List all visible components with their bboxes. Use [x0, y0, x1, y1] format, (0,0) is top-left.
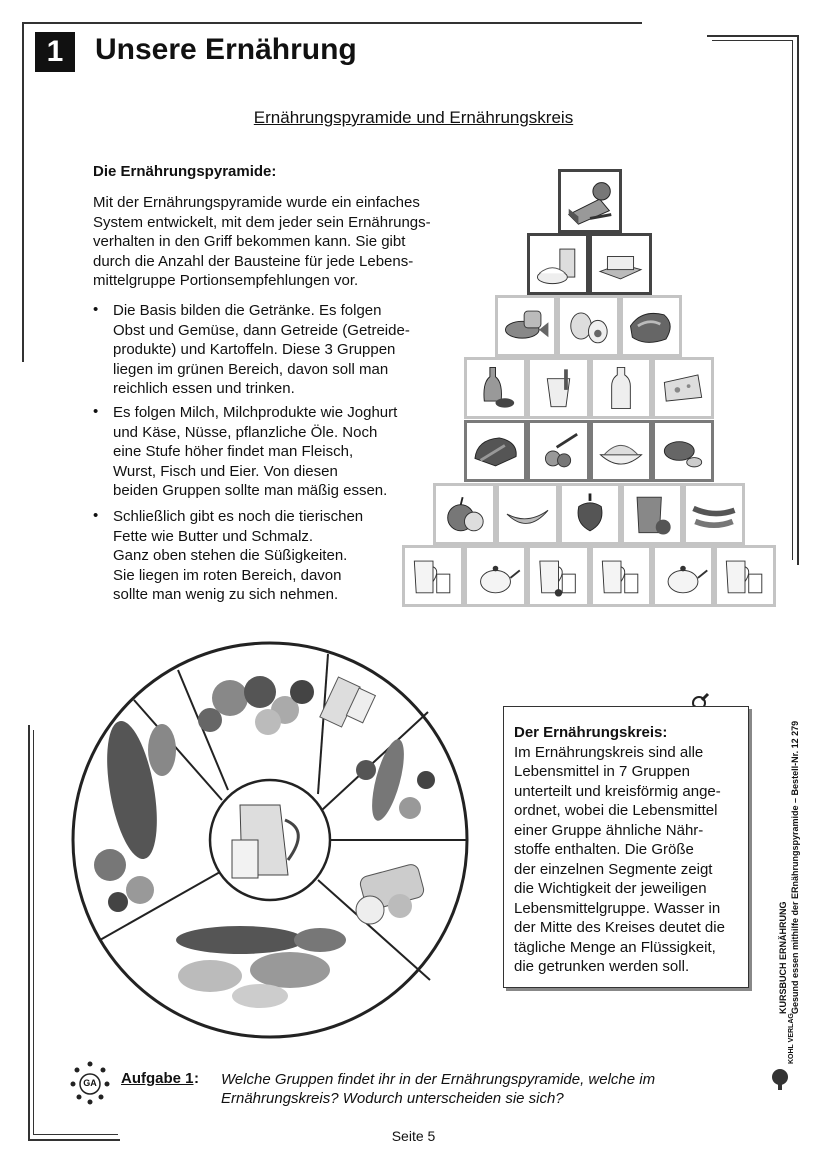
- bullet-item-fats: [113, 507, 413, 605]
- info-line: stoffe enthalten. Die Größe: [514, 841, 694, 858]
- potato-icon: [652, 420, 714, 482]
- chapter-title: Unsere Ernährung: [95, 33, 357, 66]
- teapot-icon: [652, 545, 714, 607]
- circle-info-title: Der Ernährungskreis:: [514, 724, 668, 741]
- bullet-line: Obst und Gemüse, dann Getreide (Getreide-: [113, 321, 410, 339]
- publisher-name: KOHL VERLAG: [788, 1013, 795, 1064]
- page-number: Seite 5: [391, 1128, 436, 1144]
- bullet-line: Sie liegen im roten Bereich, davon: [113, 566, 342, 584]
- beans-icon: [683, 483, 745, 545]
- side-subtitle: Gesund essen mithilfe der ERnährungspyramide – Bestell-Nr. 12 279: [790, 720, 800, 1014]
- pyramid-intro: [93, 193, 463, 291]
- chapter-number: 1: [35, 32, 75, 72]
- info-line: ordnet, wobei die Lebensmittel: [514, 802, 718, 819]
- bullet-line: Wurst, Fisch und Eier. Von diesen: [113, 462, 338, 480]
- butter-icon: [589, 233, 652, 295]
- bullet-line: eine Stufe höher findet man Fleisch,: [113, 443, 354, 460]
- publisher-logo: [768, 1013, 798, 1092]
- bullet-line: Die Basis bilden die Getränke. Es folgen: [113, 302, 382, 319]
- milk-icon: [590, 357, 652, 419]
- circle-info-box: [503, 706, 749, 988]
- task-label: Aufgabe 1: [121, 1070, 194, 1087]
- intro-line: verhalten in den Griff bekommen kann. Sie gibt: [93, 233, 406, 250]
- cake-icon: [558, 169, 622, 233]
- bullet-line: liegen im grünen Bereich, davon soll man: [113, 360, 389, 378]
- bullet-line: reichlich essen und trinken.: [113, 380, 295, 397]
- frame-top-left-h: [22, 22, 642, 24]
- teapot-icon: [464, 545, 527, 607]
- bullet-line: Schließlich gibt es noch die tierischen: [113, 508, 364, 525]
- bullet-line: Fette wie Butter und Schmalz.: [113, 527, 314, 545]
- intro-line: durch die Anzahl der Bausteine für jede Lebens-: [93, 252, 414, 270]
- info-line: die Wichtigkeit der jeweiligen: [514, 880, 707, 897]
- task-line: Ernährungskreis? Wodurch unterscheiden sie sich?: [221, 1090, 564, 1107]
- frame-top-left-v: [22, 22, 24, 362]
- intro-line: System entwickelt, mit dem jeder sein Ernährungs-: [93, 213, 431, 231]
- pyramid-heading: Die Ernährungspyramide:: [93, 163, 277, 180]
- info-line: unterteilt und kreisförmig ange-: [514, 782, 721, 800]
- bullet-line: und Käse, Nüsse, pflanzliche Öle. Noch: [113, 423, 378, 441]
- oil-icon: [464, 357, 527, 419]
- juice-icon: [621, 483, 683, 545]
- bullet-line: sollte man wenig zu sich nehmen.: [113, 586, 339, 603]
- page-subtitle: Ernährungspyramide und Ernährungskreis: [253, 108, 574, 127]
- eggs-icon: [557, 295, 620, 357]
- rice-icon: [590, 420, 652, 482]
- frame-bottom-left-v2: [33, 730, 34, 1135]
- frame-top-right-h2: [712, 40, 792, 41]
- bullet-line: beiden Gruppen sollte man mäßig essen.: [113, 482, 388, 499]
- bullet-line: Es folgen Milch, Milchprodukte wie Joghurt: [113, 404, 398, 421]
- task-line: Welche Gruppen findet ihr in der Ernährungspyramide, welche im: [221, 1071, 656, 1088]
- side-title: KURSBUCH ERNÄHRUNG: [778, 901, 788, 1014]
- info-line: Lebensmittelgruppe. Wasser in: [514, 899, 721, 917]
- flour-icon: [527, 233, 589, 295]
- bullet-line: produkte) und Kartoffeln. Diese 3 Gruppen: [113, 341, 396, 358]
- info-line: die getrunken werden soll.: [514, 958, 690, 975]
- task-text: [221, 1070, 701, 1108]
- info-line: der Mitte des Kreises deutet die: [514, 919, 725, 936]
- intro-line: Mit der Ernährungspyramide wurde ein einfaches: [93, 194, 420, 211]
- bullet-symbol: •: [93, 403, 99, 420]
- task-label-colon: :: [194, 1070, 199, 1087]
- intro-line: mittelgruppe Portionsempfehlungen vor.: [93, 272, 359, 289]
- frame-top-right-h: [707, 35, 797, 37]
- frame-bottom-left-v: [28, 725, 30, 1140]
- bullet-item-drinks: [113, 301, 413, 399]
- nutrition-circle: [70, 640, 470, 1040]
- bullet-line: Ganz oben stehen die Süßigkeiten.: [113, 547, 348, 564]
- fish-icon: [495, 295, 557, 357]
- jug-glass-icon: [590, 545, 652, 607]
- group-work-icon: [70, 1060, 110, 1106]
- info-line: tägliche Menge an Flüssigkeit,: [514, 938, 716, 956]
- info-line: Im Ernährungskreis sind alle: [514, 743, 704, 761]
- group-work-badge: GA: [83, 1078, 97, 1088]
- info-line: Lebensmittel in 7 Gruppen: [514, 763, 690, 780]
- yogurt-icon: [527, 357, 590, 419]
- cheese-icon: [652, 357, 714, 419]
- info-line: der einzelnen Segmente zeigt: [514, 860, 713, 878]
- meat-icon: [620, 295, 682, 357]
- info-line: einer Gruppe ähnliche Nähr-: [514, 821, 704, 839]
- bread-icon: [464, 420, 527, 482]
- banana-icon: [496, 483, 559, 545]
- jug-glass-icon: [527, 545, 590, 607]
- apple-icon: [433, 483, 496, 545]
- bullet-item-dairy: [113, 403, 413, 501]
- nuts-icon: [527, 420, 590, 482]
- bullet-symbol: •: [93, 301, 99, 318]
- pepper-icon: [559, 483, 621, 545]
- jug-glass-icon: [714, 545, 776, 607]
- bullet-symbol: •: [93, 507, 99, 524]
